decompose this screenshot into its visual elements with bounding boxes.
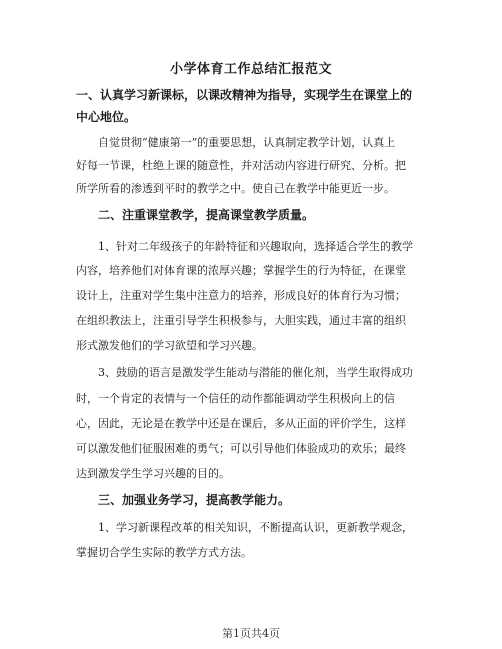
paragraph-line: 3、鼓励的语言是激发学生能动与潜能的催化剂，当学生取得成功 (98, 366, 413, 379)
section-heading-2: 二、注重课堂教学，提高课堂教学质量。 (98, 208, 315, 222)
paragraph-line: 可以激发他们征服困难的勇气；可以引导他们体验成功的欢乐；最终 (76, 442, 406, 455)
paragraph-line: 设计上，注重对学生集中注意力的培养，形成良好的体育行为习惯； (76, 289, 406, 302)
section-heading-1-line-1: 一、认真学习新课标，以课改精神为指导，实现学生在课堂上的 (76, 88, 413, 102)
paragraph-line: 内容，培养他们对体育课的浓厚兴趣；掌握学生的行为特征，在课堂 (76, 264, 406, 277)
document-title: 小学体育工作总结汇报范文 (169, 62, 332, 77)
paragraph-line: 时，一个肯定的表情与一个信任的动作都能调动学生积极向上的信 (76, 392, 395, 405)
page-number: 第1页共4页 (222, 627, 280, 640)
paragraph-line: 自觉贯彻“健康第一”的重要思想，认真制定教学计划，认真上 (98, 136, 396, 149)
section-heading-1-line-2: 中心地位。 (76, 110, 137, 124)
paragraph-line: 掌握切合学生实际的教学方式方法。 (76, 546, 252, 559)
paragraph-line: 1、学习新课程改革的相关知识，不断提高认识，更新教学观念， (98, 521, 413, 534)
paragraph-line: 所学所看的渗透到平时的教学之中。使自己在教学中能更近一步。 (76, 182, 395, 195)
paragraph-line: 在组织教法上，注重引导学生积极参与，大胆实践，通过丰富的组织 (76, 314, 406, 327)
paragraph-line: 心，因此，无论是在教学中还是在课后，多从正面的评价学生，这样 (76, 417, 406, 430)
paragraph-line: 好每一节课，杜绝上课的随意性，并对活动内容进行研究、分析。把 (76, 159, 406, 172)
paragraph-line: 1、针对二年级孩子的年龄特征和兴趣取向，选择适合学生的教学 (98, 240, 413, 253)
paragraph-line: 形式激发他们的学习欲望和学习兴趣。 (76, 339, 263, 352)
section-heading-3: 三、加强业务学习，提高教学能力。 (98, 493, 291, 507)
paragraph-line: 达到激发学生学习兴趣的目的。 (76, 467, 230, 480)
